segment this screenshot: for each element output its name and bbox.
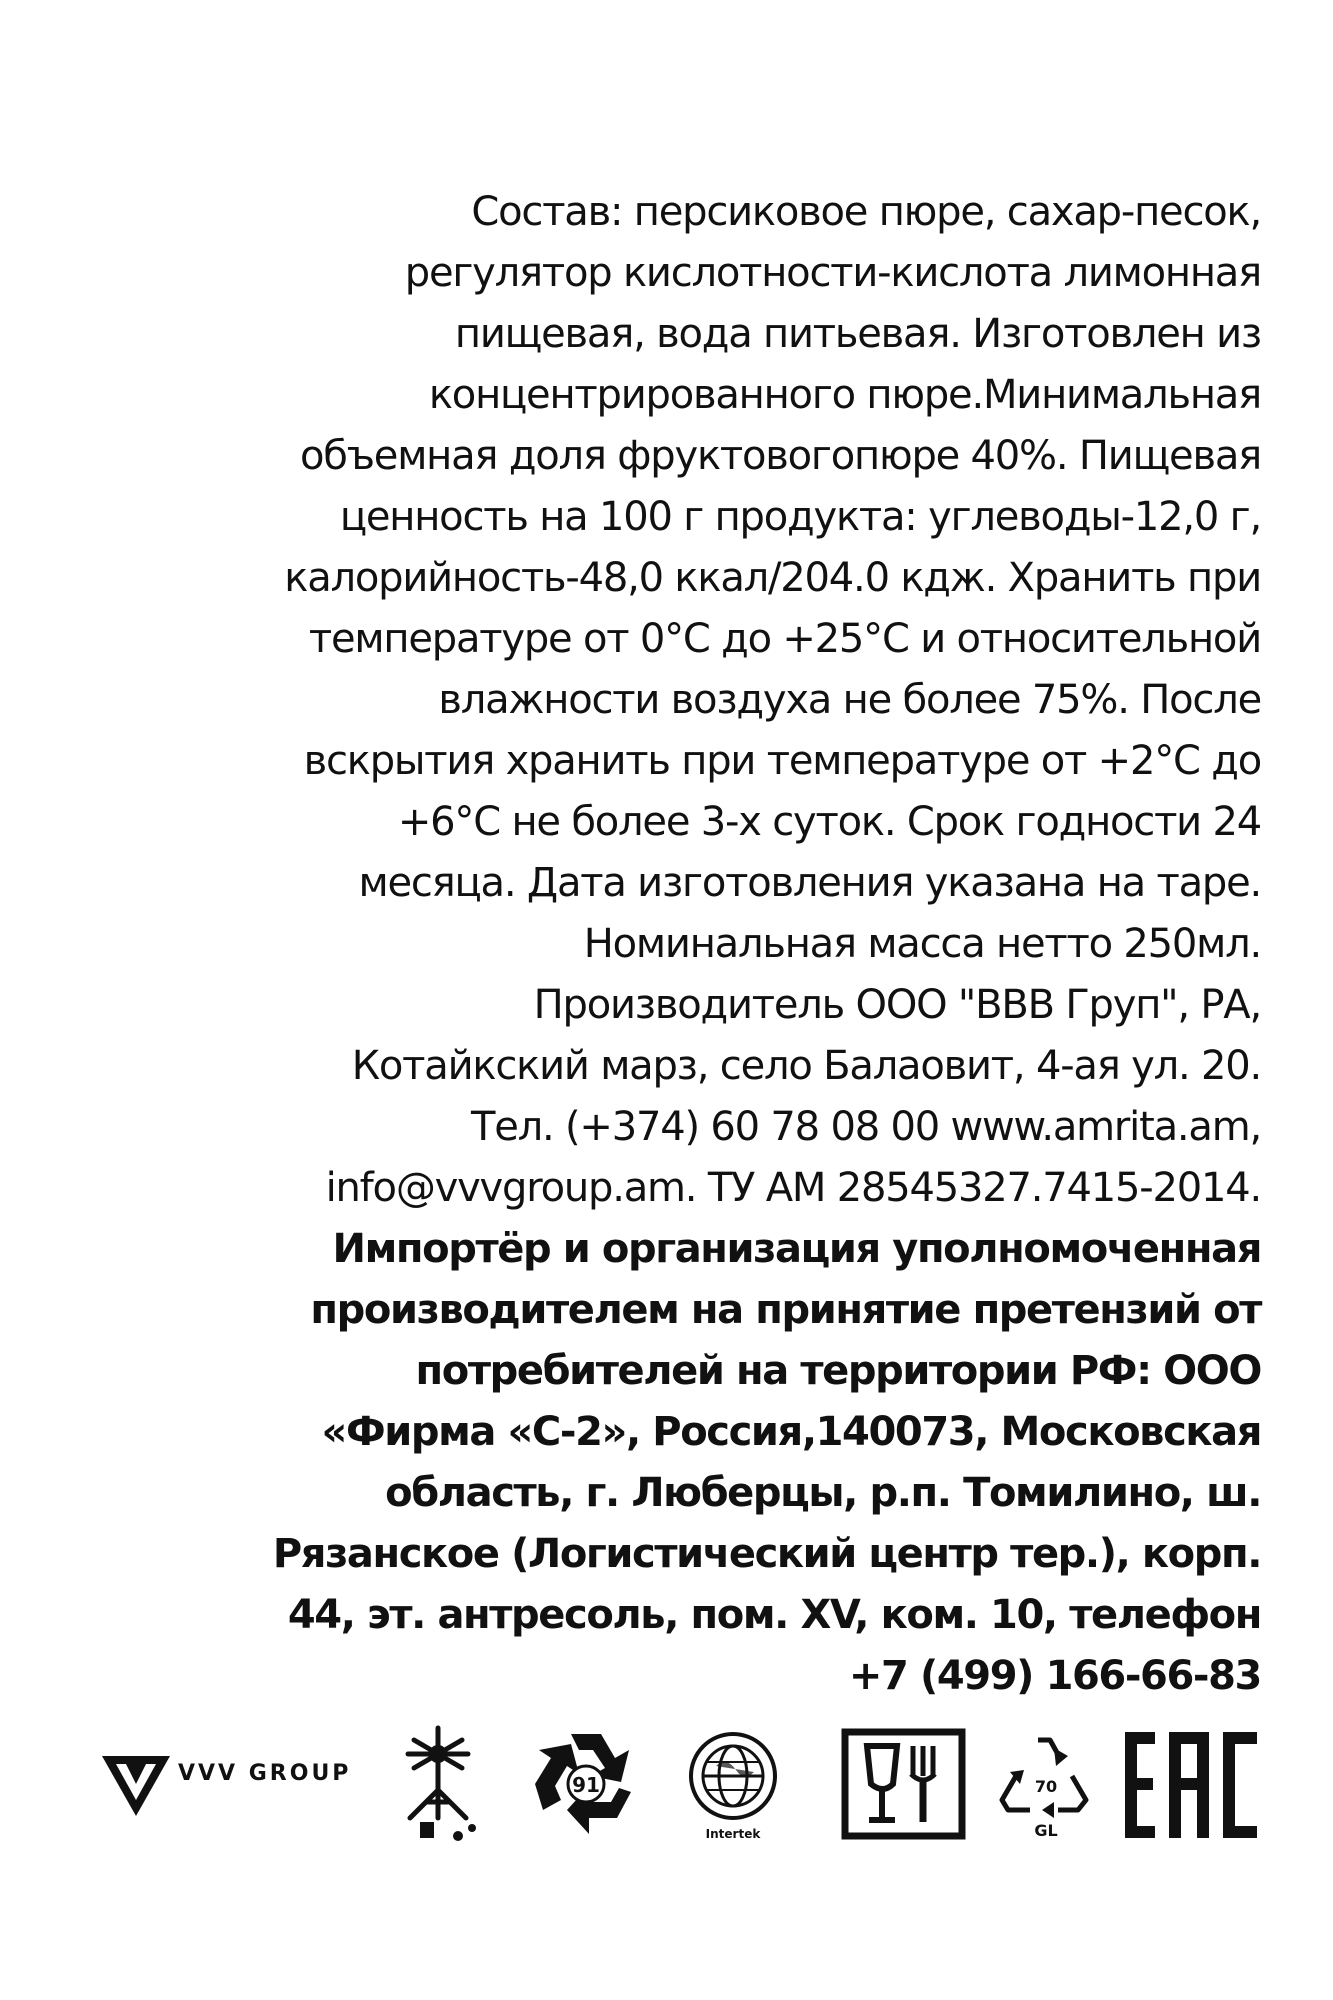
composition-line: влажности воздуха не более 75%. После — [438, 677, 1261, 723]
importer-line: область, г. Люберцы, р.п. Томилино, ш. — [385, 1470, 1261, 1516]
composition-line: Котайкский марз, село Балаовит, 4-ая ул. 20. — [351, 1043, 1261, 1089]
vvv-group-logo — [96, 1728, 366, 1828]
brand-name: VVV GROUP — [178, 1761, 352, 1786]
composition-line: пищевая, вода питьевая. Изготовлен из — [454, 311, 1261, 357]
composition-line: вскрытия хранить при температуре от +2°С до — [303, 738, 1261, 784]
importer-line: потребителей на территории РФ: ООО — [415, 1348, 1261, 1394]
importer-line: 44, эт. антресоль, пом. XV, ком. 10, телефон — [287, 1592, 1261, 1638]
food-contact-glass-fork-icon — [841, 1728, 966, 1840]
importer-line: Импортёр и организация уполномоченная — [332, 1226, 1261, 1272]
composition-line: Состав: персиковое пюре, сахар-песок, — [471, 189, 1261, 235]
label-text — [11, 182, 1261, 1707]
importer-line: «Фирма «С-2», Россия,140073, Московская — [321, 1409, 1261, 1455]
recycle-icon — [531, 1726, 641, 1836]
composition-line: Тел. (+374) 60 78 08 00 www.amrita.am, — [470, 1104, 1261, 1150]
intertek-globe-icon — [678, 1726, 788, 1846]
recycle-number: 91 — [572, 1773, 600, 1797]
keep-frost-free-icon — [388, 1718, 488, 1848]
importer-line: Рязанское (Логистический центр тер.), корп. — [272, 1531, 1261, 1577]
composition-line: концентрированного пюре.Минимальная — [428, 372, 1261, 418]
importer-line: производителем на принятие претензий от — [310, 1287, 1261, 1333]
triangle-number: 70 — [1034, 1777, 1058, 1796]
composition-line: Номинальная масса нетто 250мл. — [583, 921, 1261, 967]
glass-recycle-triangle-icon — [996, 1732, 1096, 1842]
composition-line: +6°С не более 3-х суток. Срок годности 24 — [397, 799, 1261, 845]
importer-line: +7 (499) 166-66-83 — [848, 1653, 1261, 1699]
intertek-text: Intertek — [705, 1827, 761, 1841]
composition-line: температуре от 0°С до +25°С и относительной — [308, 616, 1261, 662]
composition-line: регулятор кислотности-кислота лимонная — [404, 250, 1261, 296]
certification-marks — [96, 1718, 1266, 1848]
vvv-logo-icon — [96, 1728, 176, 1828]
composition-line: объемная доля фруктовогопюре 40%. Пищевая — [299, 433, 1261, 479]
composition-line: месяца. Дата изготовления указана на таре. — [358, 860, 1261, 906]
composition-line: ценность на 100 г продукта: углеводы-12,0 г, — [339, 494, 1261, 540]
eac-mark — [1121, 1720, 1261, 1846]
triangle-code: GL — [1034, 1821, 1058, 1840]
composition-line: Производитель ООО "ВВВ Груп", РА, — [533, 982, 1261, 1028]
composition-line: info@vvvgroup.am. ТУ АМ 28545327.7415-2014. — [325, 1165, 1261, 1211]
composition-line: калорийность-48,0 ккал/204.0 кдж. Хранить при — [284, 555, 1261, 601]
